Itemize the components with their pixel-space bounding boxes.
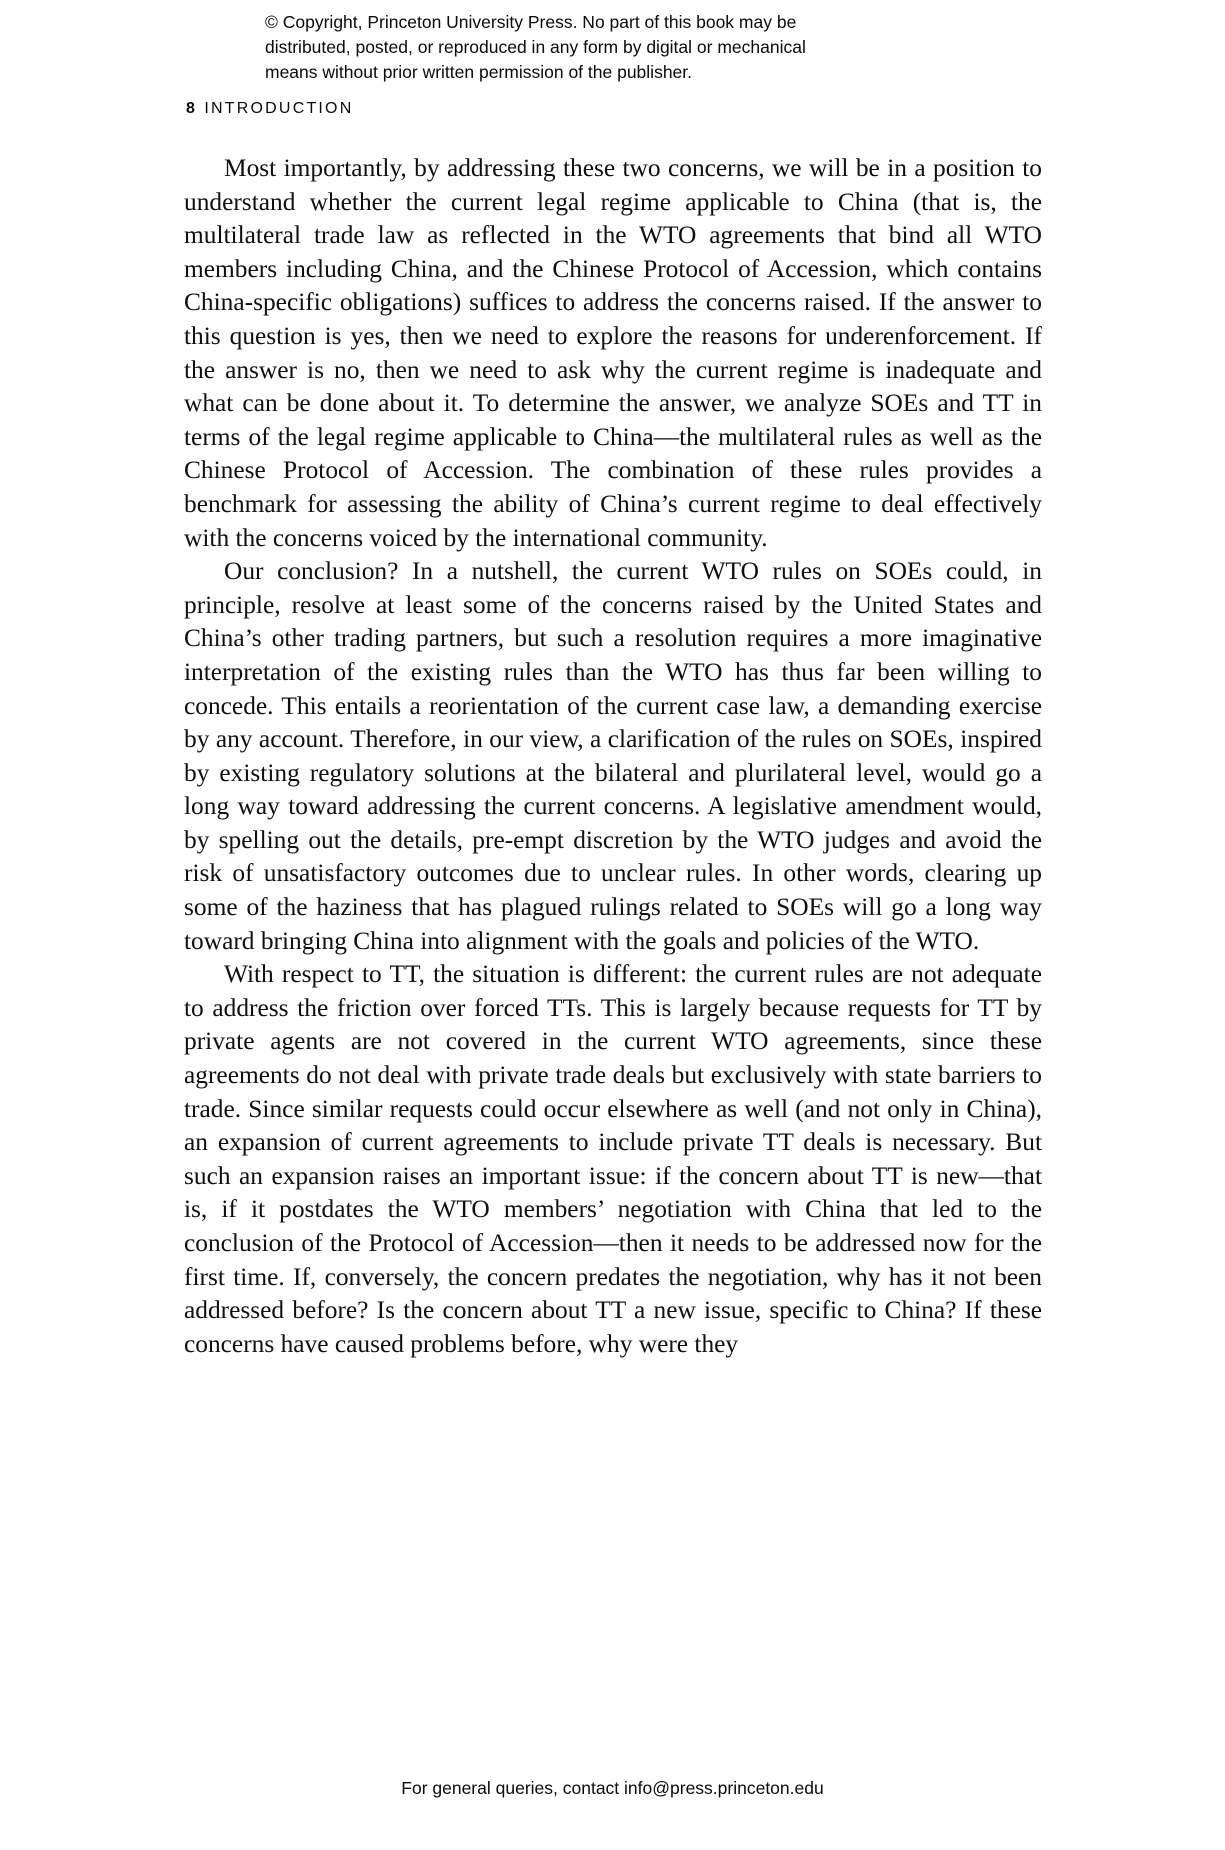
page-number: 8 xyxy=(186,100,196,117)
paragraph: Most importantly, by addressing these two concerns, we will be in a position to understand whether the current legal regime applicable to China (that is, the multilateral trade law as reflected in the WTO agreements that bind all WTO members including China, and the Chinese Protocol of Accession, which contains China-specific obligations) suffices to address the concerns raised. If the answer to this question is yes, then we need to explore the reasons for underenforcement. If the answer is no, then we need to ask why the current regime is inadequate and what can be done about it. To determine the answer, we analyze SOEs and TT in terms of the legal regime applicable to China—the multilateral rules as well as the Chinese Protocol of Accession. The combination of these rules provides a benchmark for assessing the ability of China’s current regime to deal effectively with the concerns voiced by the international community. xyxy=(184,154,1042,552)
copyright-line-3: means without prior written permission of the publisher. xyxy=(265,62,693,82)
copyright-line-2: distributed, posted, or reproduced in any form by digital or mechanical xyxy=(265,37,806,57)
paragraph: With respect to TT, the situation is different: the current rules are not adequate to address the friction over forced TTs. This is largely because requests for TT by private agents are not covered in the current WTO agreements, since these agreements do not deal with private trade deals but exclusively with state barriers to trade. Since similar requests could occur elsewhere as well (and not only in China), an expansion of current agreements to include private TT deals is necessary. But such an expansion raises an important issue: if the concern about TT is new—that is, if it postdates the WTO members’ negotiation with China that led to the conclusion of the Protocol of Accession—then it needs to be addressed now for the first time. If, conversely, the concern predates the negotiation, why has it not been addressed before? Is the concern about TT a new issue, specific to China? If these concerns have caused problems before, why were they xyxy=(184,960,1042,1358)
paragraph: Our conclusion? In a nutshell, the current WTO rules on SOEs could, in principle, resolve at least some of the concerns raised by the United States and China’s other trading partners, but such a resolution requires a more imaginative interpretation of the existing rules than the WTO has thus far been willing to concede. This entails a reorientation of the current case law, a demanding exercise by any account. Therefore, in our view, a clarification of the rules on SOEs, inspired by existing regulatory solutions at the bilateral and plurilateral level, would go a long way toward addressing the current concerns. A legislative amendment would, by spelling out the details, pre-empt discretion by the WTO judges and avoid the risk of unsatisfactory outcomes due to unclear rules. In other words, clearing up some of the haziness that has plagued rulings related to SOEs will go a long way toward bringing China into alignment with the goals and policies of the WTO. xyxy=(184,557,1042,955)
body-text xyxy=(184,152,1042,1361)
running-head xyxy=(186,100,353,118)
footer-queries: For general queries, contact info@press.princeton.edu xyxy=(401,1778,824,1798)
copyright-line-1: © Copyright, Princeton University Press. No part of this book may be xyxy=(265,12,797,32)
copyright-notice xyxy=(265,10,965,85)
chapter-title: INTRODUCTION xyxy=(204,100,354,117)
